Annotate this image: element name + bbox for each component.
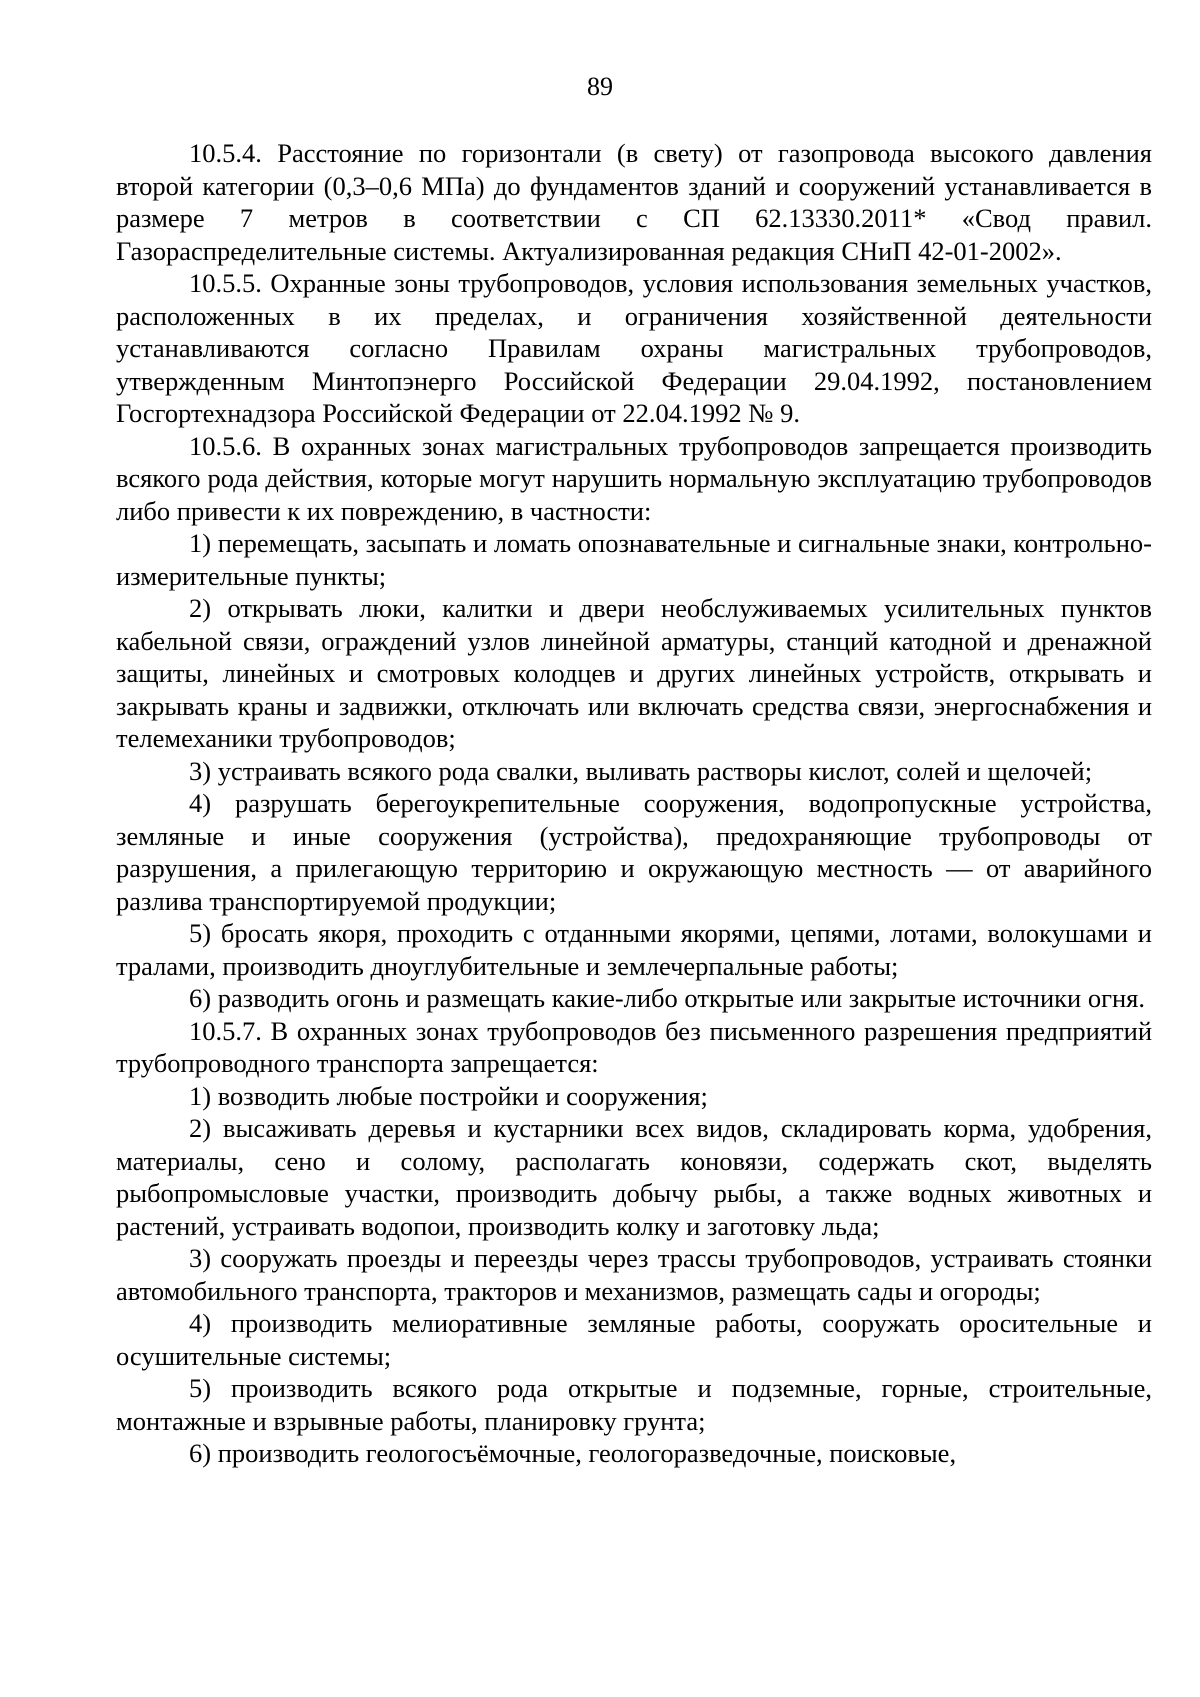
list-item-10-5-7-3: 3) сооружать проезды и переезды через трассы трубопроводов, устраивать стоянки автомобильного транспорта, тракторов и механизмов, размещать сады и огороды; [116, 1243, 1152, 1306]
list-item-10-5-7-2: 2) высаживать деревья и кустарники всех видов, складировать корма, удобрения, материалы, сено и солому, располагать коновязи, содержать скот, выделять рыбопромысловые участки, производить добычу рыбы, а также водных животных и растений, устраивать водопои, производить колку и заготовку льда; [116, 1113, 1152, 1241]
list-item-10-5-7-5: 5) производить всякого рода открытые и подземные, горные, строительные, монтажные и взрывные работы, планировку грунта; [116, 1373, 1152, 1436]
list-item-10-5-7-1: 1) возводить любые постройки и сооружения; [189, 1080, 708, 1111]
page-number: 89 [587, 72, 613, 101]
list-item-10-5-6-1: 1) перемещать, засыпать и ломать опознавательные и сигнальные знаки, контрольно-измерительные пункты; [116, 528, 1152, 591]
list-item-10-5-7-6: 6) производить геологосъёмочные, геологоразведочные, поисковые, [189, 1438, 957, 1468]
paragraph-10-5-4: 10.5.4. Расстояние по горизонтали (в свету) от газопровода высокого давления второй категории (0,3–0,6 МПа) до фундаментов зданий и сооружений устанавливается в размере 7 метров в соответствии с СП 62.13330.2011* «Свод правил. Газораспределительные системы. Актуализированная редакция СНиП 42-01-2002». [116, 138, 1152, 266]
list-item-10-5-6-3: 3) устраивать всякого рода свалки, выливать растворы кислот, солей и щелочей; [189, 755, 1093, 786]
list-item-10-5-6-4: 4) разрушать берегоукрепительные сооружения, водопропускные устройства, земляные и иные сооружения (устройства), предохраняющие трубопроводы от разрушения, а прилегающую территорию и окружающую местность — от аварийного разлива транспортируемой продукции; [116, 788, 1152, 916]
paragraph-10-5-6: 10.5.6. В охранных зонах магистральных трубопроводов запрещается производить всякого рода действия, которые могут нарушить нормальную эксплуатацию трубопроводов либо привести к их повреждению, в частности: [116, 430, 1152, 526]
list-item-10-5-6-2: 2) открывать люки, калитки и двери необслуживаемых усилительных пунктов кабельной связи, ограждений узлов линейной арматуры, станций катодной и дренажной защиты, линейных и смотровых колодцев и других линейных устройств, открывать и закрывать краны и задвижки, отключать или включать средства связи, энергоснабжения и телемеханики трубопроводов; [116, 593, 1152, 753]
list-item-10-5-6-6: 6) разводить огонь и размещать какие-либо открытые или закрытые источники огня. [189, 983, 1145, 1013]
document-body [116, 137, 1152, 1470]
paragraph-10-5-7: 10.5.7. В охранных зонах трубопроводов без письменного разрешения предприятий трубопроводного транспорта запрещается: [116, 1015, 1152, 1078]
paragraph-10-5-5: 10.5.5. Охранные зоны трубопроводов, условия использования земельных участков, расположенных в их пределах, и ограничения хозяйственной деятельности устанавливаются согласно Правилам охраны магистральных трубопроводов, утвержденным Минтопэнерго Российской Федерации 29.04.1992, постановлением Госгортехнадзора Российской Федерации от 22.04.1992 № 9. [116, 268, 1152, 428]
list-item-10-5-6-5: 5) бросать якоря, проходить с отданными якорями, цепями, лотами, волокушами и тралами, производить дноуглубительные и землечерпальные работы; [116, 918, 1152, 981]
list-item-10-5-7-4: 4) производить мелиоративные земляные работы, сооружать оросительные и осушительные системы; [116, 1308, 1152, 1371]
